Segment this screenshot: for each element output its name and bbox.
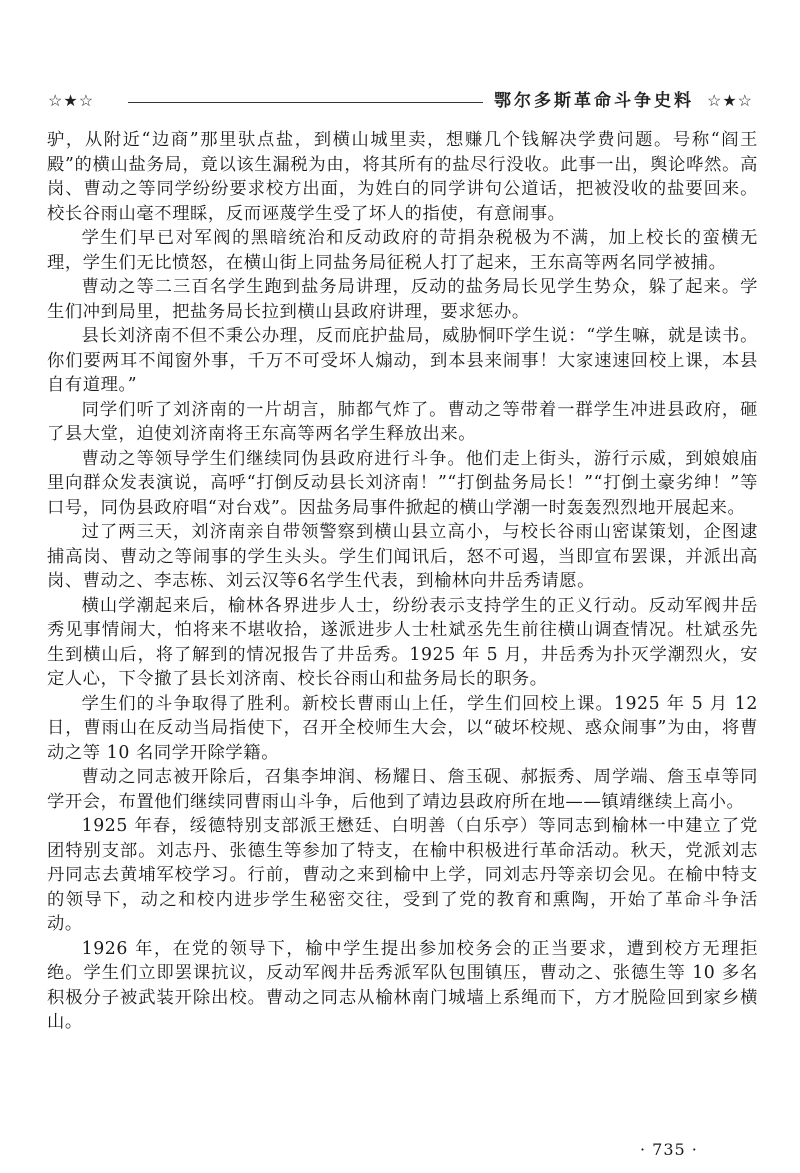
paragraph: 1926 年，在党的领导下，榆中学生提出参加校务会的正当要求，遭到校方无理拒绝。学生们立即罢课抗议，反动军阀井岳秀派军队包围镇压，曹动之、张德生等 10 多名积极分子被武装开除出校。曹动之同志从榆林南门城墙上系绳而下，方才脱险回到家乡横山。 xyxy=(47,938,758,1032)
header-rule xyxy=(128,102,483,103)
paragraph: 过了两三天，刘济南亲自带领警察到横山县立高小，与校长谷雨山密谋策划，企图逮捕高岗、曹动之等闹事的学生头头。学生们闻讯后，怒不可遏，当即宣布罢课，并派出高岗、曹动之、李志栋、刘云汉等6名学生代表，到榆林向井岳秀请愿。 xyxy=(47,522,758,591)
paragraph: 曹动之等领导学生们继续同伪县政府进行斗争。他们走上街头，游行示威，到娘娘庙里向群众发表演说，高呼“打倒反动县长刘济南！”“打倒盐务局长！”“打倒土豪劣绅！”等口号，同伪县政府唱“对台戏”。因盐务局事件掀起的横山学潮一时轰轰烈烈地开展起来。 xyxy=(47,448,758,518)
paragraph: 学生们的斗争取得了胜利。新校长曹雨山上任，学生们回校上课。1925 年 5 月 12 日，曹雨山在反动当局指使下，召开全校师生大会，以“破坏校规、惑众闹事”为由，将曹动之等 10 名同学开除学籍。 xyxy=(47,693,758,763)
paragraph: 县长刘济南不但不秉公办理，反而庇护盐局，威胁恫吓学生说：“学生嘛，就是读书。你们要两耳不闻窗外事，千万不可受坏人煽动，到本县来闹事！大家速速回校上课，本县自有道理。” xyxy=(47,326,758,395)
paragraph: 曹动之等二三百名学生跑到盐务局讲理，反动的盐务局长见学生势众，躲了起来。学生们冲到局里，把盐务局长拉到横山县政府讲理，要求惩办。 xyxy=(47,277,758,322)
paragraph: 学生们早已对军阀的黑暗统治和反动政府的苛捐杂税极为不满，加上校长的蛮横无理，学生们无比愤怒，在横山街上同盐务局征税人打了起来，王东高等两名同学被捕。 xyxy=(47,228,758,273)
paragraph: 1925 年春，绥德特别支部派王懋廷、白明善（白乐亭）等同志到榆林一中建立了党团特别支部。刘志丹、张德生等参加了特支，在榆中积极进行革命活动。秋天，党派刘志丹同志去黄埔军校学习。行前，曹动之来到榆中上学，同刘志丹等亲切会见。在榆中特支的领导下，动之和校内进步学生秘密交往，受到了党的教育和熏陶，开始了革命斗争活动。 xyxy=(47,816,758,934)
decorative-stars-right: ☆★☆ xyxy=(706,91,753,110)
series-title: 鄂尔多斯革命斗争史料 xyxy=(494,91,694,111)
paragraph: 横山学潮起来后，榆林各界进步人士，纷纷表示支持学生的正义行动。反动军阀井岳秀见事情闹大，怕将来不堪收拾，遂派进步人士杜斌丞先生前往横山调查情况。杜斌丞先生到横山后，将了解到的情况报告了井岳秀。1925 年 5 月，井岳秀为扑灭学潮烈火，安定人心，下令撤了县长刘济南、校长谷雨山和盐务局长的职务。 xyxy=(47,595,758,689)
paragraph: 曹动之同志被开除后，召集李坤润、杨耀日、詹玉砚、郝振秀、周学端、詹玉卓等同学开会，布置他们继续同曹雨山斗争，后他到了靖边县政府所在地——镇靖继续上高小。 xyxy=(47,767,758,812)
body-text xyxy=(47,128,758,1035)
running-header xyxy=(48,88,753,114)
page-number: · 735 · xyxy=(640,1140,698,1159)
paragraph: 同学们听了刘济南的一片胡言，肺都气炸了。曹动之等带着一群学生冲进县政府，砸了县大堂，迫使刘济南将王东高等两名学生释放出来。 xyxy=(47,399,758,444)
decorative-stars-left: ☆★☆ xyxy=(48,91,95,110)
paragraph: 驴，从附近“边商”那里驮点盐，到横山城里卖，想赚几个钱解决学费问题。号称“阎王殿”的横山盐务局，竟以该生漏税为由，将其所有的盐尽行没收。此事一出，舆论哗然。高岗、曹动之等同学纷纷要求校方出面，为姓白的同学讲句公道话，把被没收的盐要回来。校长谷雨山毫不理睬，反而诬蔑学生受了坏人的指使，有意闹事。 xyxy=(47,130,758,224)
